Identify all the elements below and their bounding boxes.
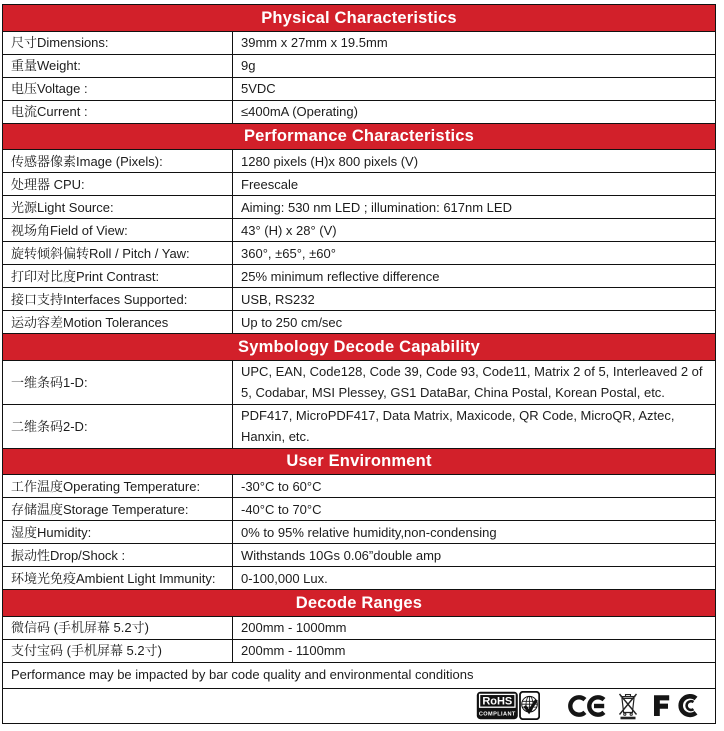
spec-label: 微信码 (手机屏幕 5.2寸) — [3, 617, 233, 639]
spec-table — [2, 4, 716, 724]
spec-label: 重量Weight: — [3, 55, 233, 77]
spec-value: 1280 pixels (H)x 800 pixels (V) — [241, 153, 419, 169]
spec-label: 电压Voltage : — [3, 78, 233, 100]
spec-row-interfaces — [3, 287, 715, 310]
spec-label: 旋转倾斜偏转Roll / Pitch / Yaw: — [3, 242, 233, 264]
spec-label: 二维条码2-D: — [3, 405, 233, 448]
spec-value: 25% minimum reflective difference — [241, 268, 440, 284]
section-header-performance: Performance Characteristics — [3, 123, 715, 150]
spec-row-field-of-view — [3, 218, 715, 241]
spec-label: 一维条码1-D: — [3, 361, 233, 404]
spec-label: 运动容差Motion Tolerances — [3, 311, 233, 333]
spec-label: 接口支持Interfaces Supported: — [3, 288, 233, 310]
spec-row-drop-shock — [3, 543, 715, 566]
spec-row-motion-tolerance — [3, 310, 715, 333]
spec-label: 打印对比度Print Contrast: — [3, 265, 233, 287]
spec-value: 43° (H) x 28° (V) — [241, 222, 337, 238]
spec-value: Aiming: 530 nm LED ; illumination: 617nm LED — [241, 199, 512, 215]
spec-row-print-contrast — [3, 264, 715, 287]
spec-label: 传感器像素Image (Pixels): — [3, 150, 233, 172]
spec-row-2d-symbologies — [3, 404, 715, 448]
fcc-logo-icon — [651, 693, 705, 718]
section-header-symbology: Symbology Decode Capability — [3, 333, 715, 360]
spec-value: PDF417, MicroPDF417, Data Matrix, Maxicode, QR Code, MicroQR, Aztec, Hanxin, etc. — [241, 408, 675, 444]
spec-row-cpu — [3, 172, 715, 195]
spec-row-wechat-code-range — [3, 616, 715, 639]
section-header-user-environment: User Environment — [3, 448, 715, 475]
spec-label: 支付宝码 (手机屏幕 5.2寸) — [3, 640, 233, 662]
rohs-sub-label: COMPLIANT — [478, 711, 516, 718]
spec-value: 360°, ±65°, ±60° — [241, 245, 336, 261]
certification-logos — [3, 688, 715, 723]
spec-row-humidity — [3, 520, 715, 543]
spec-value: UPC, EAN, Code128, Code 39, Code 93, Code11, Matrix 2 of 5, Interleaved 2 of 5, Codabar, MSI Plessey, GS1 DataBar, China Postal, Korean Postal, etc. — [241, 364, 703, 400]
spec-row-light-source — [3, 195, 715, 218]
spec-label: 电流Current : — [3, 101, 233, 123]
spec-label: 工作温度Operating Temperature: — [3, 475, 233, 497]
spec-label: 环境光免疫Ambient Light Immunity: — [3, 567, 233, 589]
spec-value: 0-100,000 Lux. — [241, 570, 328, 586]
spec-value: Freescale — [241, 176, 299, 192]
spec-value: 9g — [241, 58, 256, 73]
spec-row-storage-temperature — [3, 497, 715, 520]
spec-label: 湿度Humidity: — [3, 521, 233, 543]
section-header-physical: Physical Characteristics — [3, 5, 715, 31]
spec-row-dimensions — [3, 31, 715, 54]
spec-row-1d-symbologies — [3, 360, 715, 404]
spec-label: 视场角Field of View: — [3, 219, 233, 241]
spec-value: Up to 250 cm/sec — [241, 314, 343, 330]
spec-label: 振动性Drop/Shock : — [3, 544, 233, 566]
spec-value: 0% to 95% relative humidity,non-condensing — [241, 524, 497, 540]
spec-value: 5VDC — [241, 81, 276, 96]
spec-row-current — [3, 100, 715, 123]
spec-row-operating-temperature — [3, 474, 715, 497]
spec-row-voltage — [3, 77, 715, 100]
rohs-compliant-badge — [476, 691, 540, 720]
ce-mark — [568, 694, 606, 718]
ce-mark-icon — [568, 694, 606, 718]
spec-label: 处理器 CPU: — [3, 173, 233, 195]
fcc-mark — [651, 693, 705, 718]
rohs-label: RoHS — [482, 695, 513, 708]
spec-row-ambient-light — [3, 566, 715, 589]
section-header-decode-ranges: Decode Ranges — [3, 589, 715, 616]
spec-value: 200mm - 1100mm — [241, 643, 346, 658]
spec-value: 200mm - 1000mm — [241, 620, 347, 635]
performance-disclaimer: Performance may be impacted by bar code quality and environmental conditions — [3, 662, 715, 688]
spec-value: ≤400mA (Operating) — [241, 104, 358, 119]
spec-label: 存储温度Storage Temperature: — [3, 498, 233, 520]
spec-value: -30°C to 60°C — [241, 478, 322, 494]
crossed-out-wheelie-bin-icon — [618, 691, 638, 720]
globe-check-icon — [520, 692, 539, 719]
spec-row-alipay-code-range — [3, 639, 715, 662]
spec-row-image-pixels — [3, 149, 715, 172]
spec-label: 尺寸Dimensions: — [3, 32, 233, 54]
spec-label: 光源Light Source: — [3, 196, 233, 218]
spec-value: USB, RS232 — [241, 291, 315, 307]
rohs-badge-icon — [476, 691, 540, 720]
spec-row-weight — [3, 54, 715, 77]
spec-value: Withstands 10Gs 0.06”double amp — [241, 547, 442, 563]
spec-row-roll-pitch-yaw — [3, 241, 715, 264]
spec-value: -40°C to 70°C — [241, 501, 322, 517]
spec-value: 39mm x 27mm x 19.5mm — [241, 35, 388, 50]
weee-mark — [618, 691, 638, 720]
